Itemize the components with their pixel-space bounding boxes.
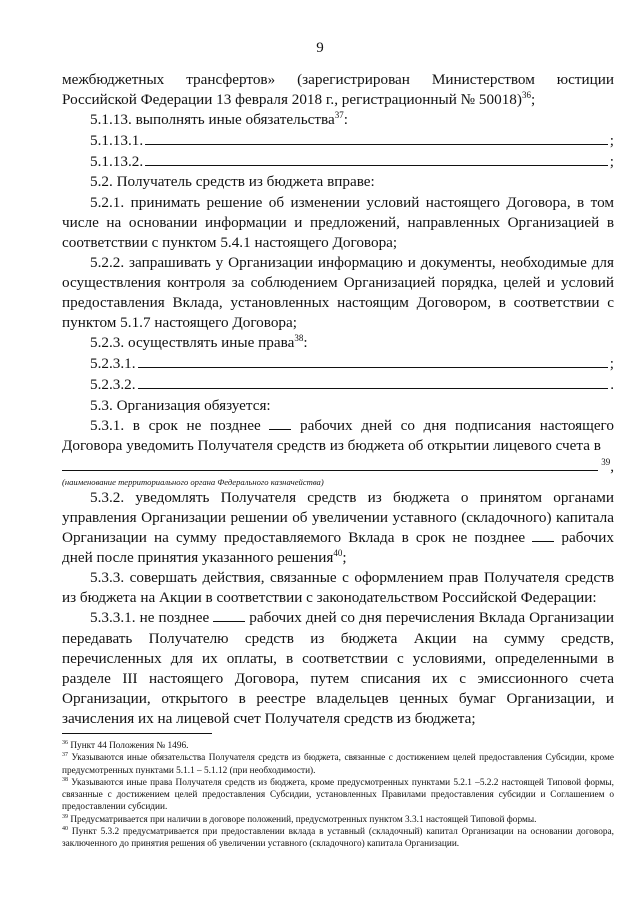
- treasury-caption: (наименование территориального органа Федерального казначейства): [62, 476, 324, 487]
- footnote-ref-36: 36: [521, 90, 531, 101]
- blank-line: [145, 130, 608, 145]
- blank-days: [269, 417, 291, 430]
- paragraph-5-2-1: 5.2.1. принимать решение об изменении условий настоящего Договора, в том числе на основании информации и предложений, направленных Организацией в соответствии с пунктом 5.4.1 настоящего Договора;: [62, 193, 614, 251]
- footnote-ref-40: 40: [333, 548, 343, 559]
- blank-days: [532, 529, 554, 542]
- paragraph-5-3-3: 5.3.3. совершать действия, связанные с оформлением прав Получателя средств из бюджета на Акции в соответствии с законодательством Российской Федерации:: [62, 569, 614, 607]
- footnote-separator: [62, 733, 212, 734]
- footnote-ref-38: 38: [294, 333, 304, 344]
- paragraph-transfers: межбюджетных трансфертов» (зарегистрирован Министерством юстиции Российской Федерации 13 февраля 2018 г., регистрационный № 50018)$^{36}$;: [62, 71, 614, 109]
- paragraph-5-3: 5.3. Организация обязуется:: [90, 396, 271, 414]
- footnote-37: $^{37}$ Указываются иные обязательства Получателя средств из бюджета, связанные с достижением целей предоставления Субсидии, кроме предусмотренных пунктами 5.1.1 – 5.1.12 (при необходимости).: [62, 752, 614, 776]
- paragraph-5-2-3: 5.2.3. осуществлять иные права$^{38}$:: [90, 333, 308, 352]
- blank-line: [62, 456, 598, 471]
- footnote-38: $^{38}$ Указываются иные права Получателя средств из бюджета, кроме предусмотренных пунктами 5.2.1 –5.2.2 настоящей Типовой формы, связанные с достижением целей предоставления Субсидии, установленных Правилами предоставления субсидии и Соглашением о предоставлении субсидии.: [62, 776, 615, 813]
- blank-days: [213, 609, 245, 622]
- footnote-39: $^{39}$ Предусматривается при наличии в договоре положений, предусмотренных пунктом 3.3.1 настоящей Типовой формы.: [62, 813, 537, 825]
- document-body: [62, 70, 614, 729]
- blank-line: [138, 353, 608, 368]
- blank-line: [138, 374, 609, 389]
- footnote-ref-39: 39: [601, 456, 611, 467]
- paragraph-5-2-2: 5.2.2. запрашивать у Организации информацию и документы, необходимые для осуществления контроля за соблюдением Организацией порядка, целей и условий предоставления Вклада, установленных настоящим Договором, в соответствии с пунктом 5.1.7 настоящего Договора;: [62, 253, 614, 332]
- fill-line-5-2-3-1: 5.2.3.1. ;: [90, 355, 614, 373]
- fill-line-5-2-3-2: 5.2.3.2. .: [90, 376, 614, 394]
- paragraph-5-3-2: 5.3.2. уведомлять Получателя средств из бюджета о принятом органами управления Организации решении об увеличении уставного (складочного) капитала Организации на сумму предоставляемого Вклада в срок не позднее рабочих дней после принятия указанного решения$^{40}$;: [62, 488, 614, 567]
- paragraph-5-3-3-1: 5.3.3.1. не позднее рабочих дней со дня перечисления Вклада Организации передавать Получателю средств из бюджета Акции на сумму средств, перечисленных для их оплаты, в соответствии с условиями, определенными в разделе III настоящего Договора, путем списания их с эмиссионного счета Организации, открытого в реестре владельцев ценных бумаг Организации, и зачисления их на лицевой счет Получателя средств из бюджета;: [62, 609, 614, 727]
- paragraph-5-2: 5.2. Получатель средств из бюджета вправе:: [90, 173, 375, 191]
- treasury-fill-line: $^{39}$,: [62, 456, 614, 477]
- footnotes: [62, 740, 614, 851]
- blank-line: [145, 151, 608, 166]
- footnote-36: $^{36}$ Пункт 44 Положения № 1496.: [62, 740, 189, 751]
- page-number: 9: [316, 40, 324, 56]
- fill-line-5-1-13-2: 5.1.13.2. ;: [90, 153, 614, 171]
- paragraph-5-3-1: 5.3.1. в срок не позднее рабочих дней со дня подписания настоящего Договора уведомить Получателя средств из бюджета об открытии лицевого счета в: [62, 416, 615, 454]
- fill-line-5-1-13-1: 5.1.13.1. ;: [90, 132, 614, 150]
- footnote-ref-37: 37: [334, 110, 344, 121]
- footnote-40: $^{40}$ Пункт 5.3.2 предусматривается при предоставлении вклада в уставный (складочный) капитал Организации на основании договора, заключенного до принятия решения об увеличении уставного (складочного) капитала Организации.: [62, 826, 614, 850]
- paragraph-5-1-13: 5.1.13. выполнять иные обязательства$^{37}$:: [90, 110, 348, 129]
